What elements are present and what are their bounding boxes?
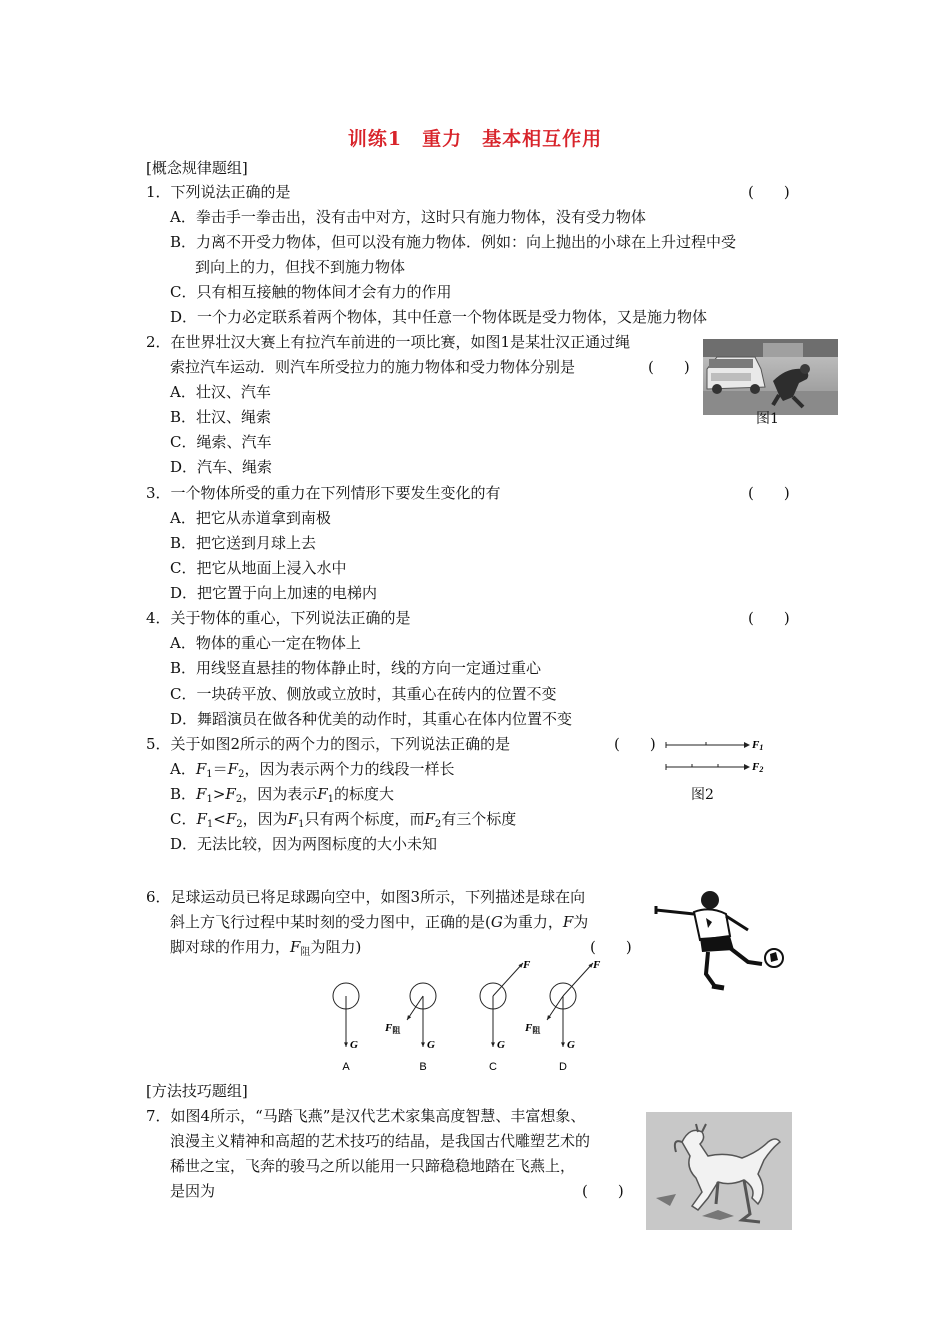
figure-4-bronze-horse-photo [646, 1112, 792, 1230]
q2-answer-blank[interactable]: ( ) [648, 358, 690, 376]
q2-option-b: B．壮汉、绳索 [170, 408, 272, 426]
option-label-B: B [419, 1061, 427, 1073]
q2-stem-cont: 索拉汽车运动．则汽车所受拉力的施力物体和受力物体分别是 [170, 358, 576, 376]
q2-option-c: C．绳索、汽车 [170, 433, 272, 451]
gravity-arrow-C-head [491, 1042, 495, 1047]
q3-answer-blank[interactable]: ( ) [748, 484, 790, 502]
q4-option-b: B．用线竖直悬挂的物体静止时，线的方向一定通过重心 [170, 659, 542, 677]
q5-option-a: A．$F_1=F_2$，因为表示两个力的线段一样长 [170, 760, 455, 780]
q4-option-a: A．物体的重心一定在物体上 [170, 634, 361, 652]
q1-option-d: D．一个力必定联系着两个物体，其中任意一个物体既是受力物体，又是施力物体 [170, 308, 708, 326]
q4-option-c: C．一块砖平放、侧放或立放时，其重心在砖内的位置不变 [170, 685, 557, 703]
figure-2-force-arrows [664, 734, 764, 776]
q1-answer-blank[interactable]: ( ) [748, 183, 790, 201]
q2-option-d: D．汽车、绳索 [170, 458, 273, 476]
q1-option-c: C．只有相互接触的物体间才会有力的作用 [170, 283, 452, 301]
figure-3-soccer-player [650, 884, 790, 994]
option-label-D: D [559, 1061, 567, 1073]
figure-1-photo [703, 339, 838, 415]
force-arrow-f2 [666, 761, 763, 774]
figure-2-caption: 图2 [691, 787, 714, 803]
option-label-A: A [342, 1061, 350, 1073]
q6-stem-cont: 斜上方飞行过程中某时刻的受力图中，正确的是(G为重力，F为 [170, 913, 589, 931]
kick-arrow-D [563, 963, 593, 996]
kick-label-D: F [593, 960, 601, 971]
f1-label: F1 [752, 739, 764, 752]
gravity-label-D: G [567, 1039, 575, 1051]
force-arrow-f1 [666, 739, 763, 752]
q7-stem: 7．如图4所示，“马踏飞燕”是汉代艺术家集高度智慧、丰富想象、 [146, 1107, 586, 1125]
q1-option-b-cont: 到向上的力，但找不到施力物体 [195, 258, 406, 276]
q6-stem-cont2: 脚对球的作用力，$F_阻$为阻力) [170, 938, 362, 958]
q7-stem-cont3: 是因为 [170, 1182, 216, 1200]
q7-answer-blank[interactable]: ( ) [582, 1182, 624, 1200]
q1-option-b: B．力离不开受力物体，但可以没有施力物体．例如：向上抛出的小球在上升过程中受 [170, 233, 737, 251]
q6-stem: 6．足球运动员已将足球踢向空中，如图3所示，下列描述是球在向 [146, 888, 586, 906]
drag-arrow-B-head [407, 1015, 411, 1020]
q4-answer-blank[interactable]: ( ) [748, 609, 790, 627]
option-label-C: C [489, 1061, 497, 1073]
q5-answer-blank[interactable]: ( ) [614, 735, 656, 753]
q3-option-a: A．把它从赤道拿到南极 [170, 509, 331, 527]
kick-arrow-C [493, 963, 523, 996]
drag-arrow-D-head [547, 1015, 551, 1020]
f2-label: F2 [752, 761, 764, 774]
gravity-label-C: G [497, 1039, 505, 1051]
gravity-arrow-B-head [421, 1042, 425, 1047]
q2-option-a: A．壮汉、汽车 [170, 383, 271, 401]
drag-label-B: F阻 [385, 1022, 401, 1035]
section-heading: [概念规律题组] [146, 159, 248, 177]
drag-label-D: F阻 [525, 1022, 541, 1035]
q1-stem: 1．下列说法正确的是 [146, 183, 291, 201]
q7-stem-cont: 浪漫主义精神和高超的艺术技巧的结晶，是我国古代雕塑艺术的 [170, 1132, 591, 1150]
q4-option-d: D．舞蹈演员在做各种优美的动作时，其重心在体内位置不变 [170, 710, 573, 728]
q5-stem: 5．关于如图2所示的两个力的图示，下列说法正确的是 [146, 735, 511, 753]
gravity-label-A: G [350, 1039, 358, 1051]
q3-stem: 3．一个物体所受的重力在下列情形下要发生变化的有 [146, 484, 501, 502]
q5-option-d: D．无法比较，因为两图标度的大小未知 [170, 835, 438, 853]
q3-option-c: C．把它从地面上浸入水中 [170, 559, 347, 577]
q3-option-d: D．把它置于向上加速的电梯内 [170, 584, 378, 602]
q4-stem: 4．关于物体的重心，下列说法正确的是 [146, 609, 411, 627]
q2-stem: 2．在世界壮汉大赛上有拉汽车前进的一项比赛，如图1是某壮汉正通过绳 [146, 333, 631, 351]
gravity-arrow-A-head [344, 1042, 348, 1047]
gravity-label-B: G [427, 1039, 435, 1051]
section-heading-2: [方法技巧题组] [146, 1082, 248, 1100]
q3-option-b: B．把它送到月球上去 [170, 534, 317, 552]
gravity-arrow-D-head [561, 1042, 565, 1047]
kick-label-C: F [523, 960, 531, 971]
q5-option-c: C．$F_1<F_2$，因为$F_1$只有两个标度，而$F_2$有三个标度 [170, 810, 517, 830]
q6-answer-blank[interactable]: ( ) [590, 938, 632, 956]
figure-3-force-diagrams [325, 960, 605, 1075]
page-title: 训练1 重力 基本相互作用 [347, 128, 603, 150]
figure-1-caption: 图1 [756, 411, 779, 427]
q5-option-b: B．$F_1>F_2$，因为表示$F_1$的标度大 [170, 785, 395, 805]
q1-option-a: A．拳击手一拳击出，没有击中对方，这时只有施力物体，没有受力物体 [170, 208, 646, 226]
q7-stem-cont2: 稀世之宝，飞奔的骏马之所以能用一只蹄稳稳地踏在飞燕上， [170, 1157, 576, 1175]
